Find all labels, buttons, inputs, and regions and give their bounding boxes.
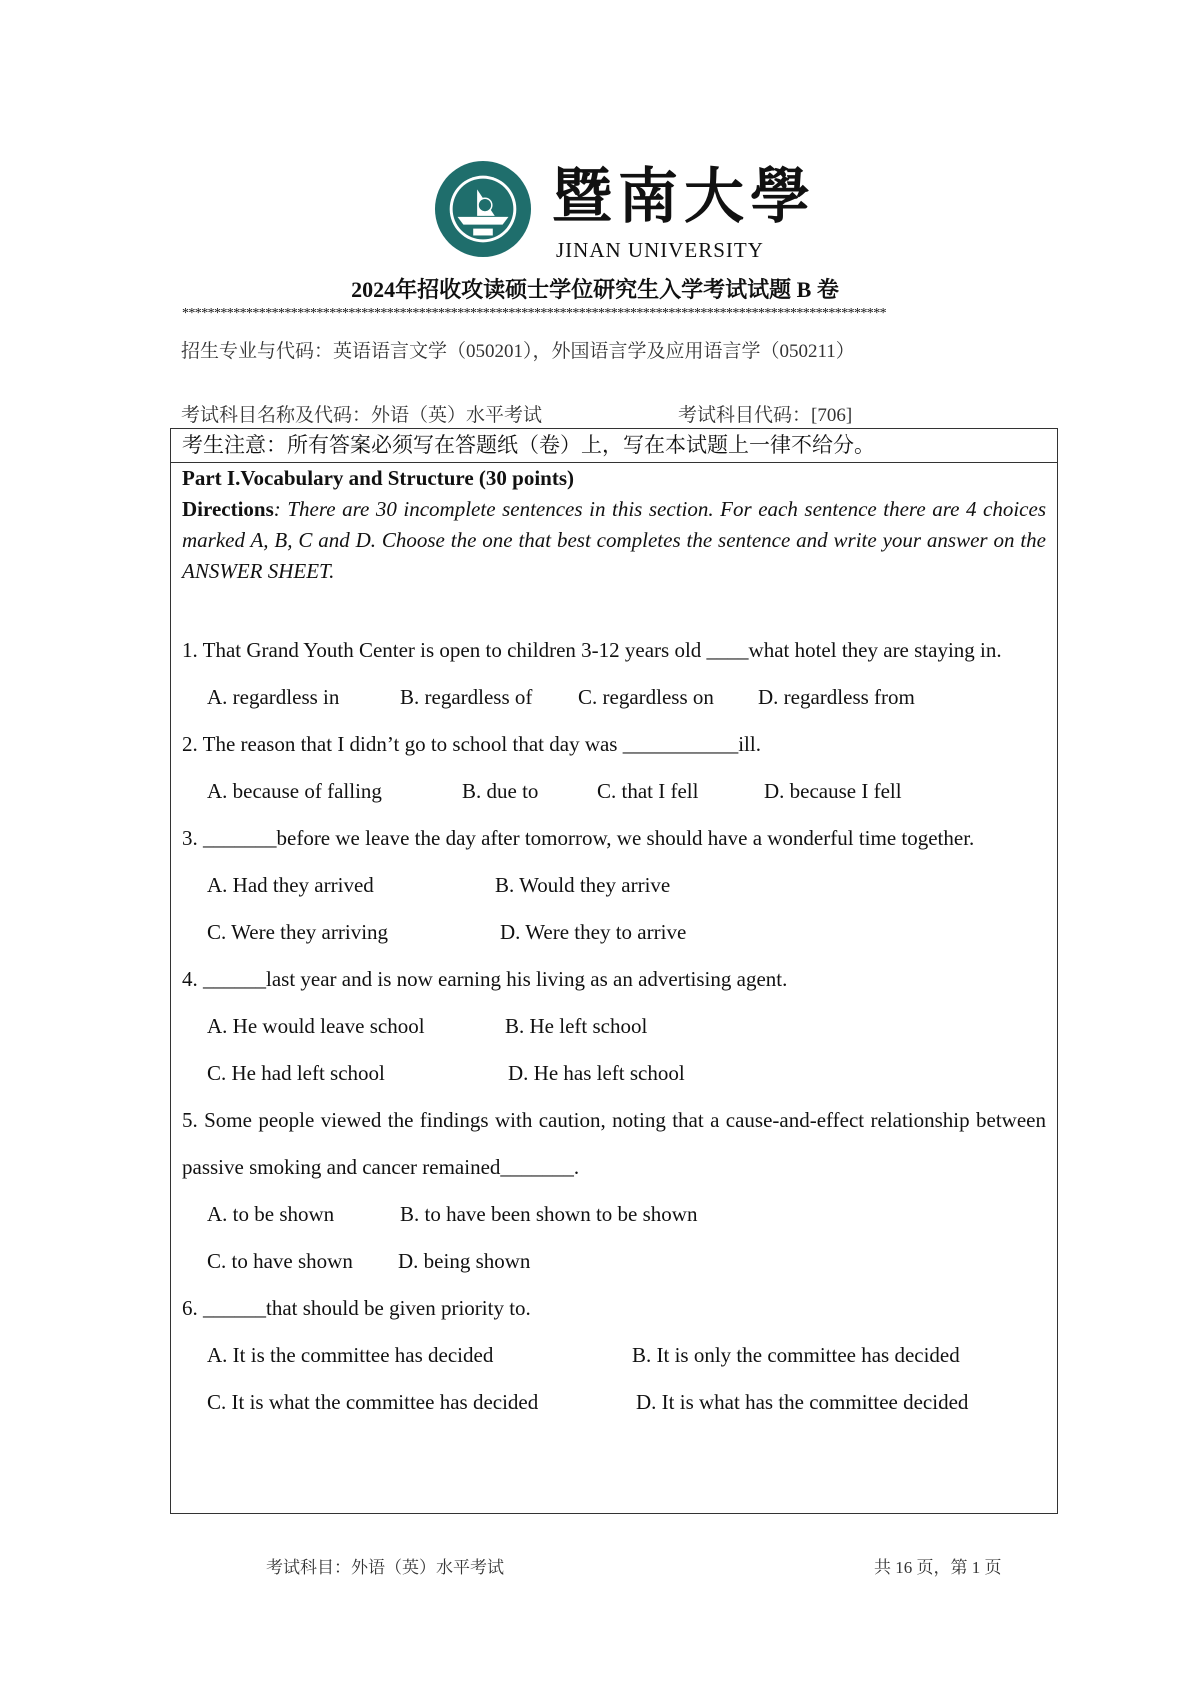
question-stem: 3. _______before we leave the day after tomorrow, we should have a wonderful time together. xyxy=(182,826,975,850)
directions-label: Directions xyxy=(182,497,274,521)
option-b: B. He left school xyxy=(505,1014,648,1038)
logo-chinese-name: 暨南大學 xyxy=(552,162,816,232)
option-c: C. regardless on xyxy=(578,685,714,709)
option-a: A. Had they arrived xyxy=(207,873,374,897)
directions-text: : There are 30 incomplete sentences in this section. For each sentence there are 4 choices marked A, B, C and D. Choose the one that best completes the sentence and write your answer on the ANSWER SHEET. xyxy=(182,497,1046,583)
exam-content-box xyxy=(170,428,1058,1514)
question-stem: 1. That Grand Youth Center is open to children 3-12 years old ____what hotel they are staying in. xyxy=(182,638,1002,662)
option-b: B. to have been shown to be shown xyxy=(400,1202,698,1226)
question-options xyxy=(182,1379,1046,1426)
subject-code: 考试科目代码：[706] xyxy=(678,405,853,426)
option-c: C. He had left school xyxy=(207,1061,385,1085)
question-options xyxy=(182,1332,1046,1379)
question-options xyxy=(182,1003,1046,1050)
university-emblem-logo xyxy=(434,160,532,258)
option-a: A. It is the committee has decided xyxy=(207,1343,494,1367)
option-c: C. that I fell xyxy=(597,779,699,803)
part-title: Part I.Vocabulary and Structure (30 points) xyxy=(182,466,575,490)
footer-page-number: 共 16 页，第 1 页 xyxy=(874,1558,1002,1577)
question-options xyxy=(182,768,1046,815)
question-options xyxy=(182,674,1046,721)
question-options xyxy=(182,909,1046,956)
logo-english-name: JINAN UNIVERSITY xyxy=(556,238,764,262)
option-a: A. because of falling xyxy=(207,779,382,803)
option-c: C. It is what the committee has decided xyxy=(207,1390,539,1414)
option-a: A. to be shown xyxy=(207,1202,335,1226)
option-b: B. regardless of xyxy=(400,685,533,709)
option-c: C. to have shown xyxy=(207,1249,353,1273)
option-d: D. because I fell xyxy=(764,779,902,803)
major-and-code: 招生专业与代码：英语语言文学（050201），外国语言学及应用语言学（050211） xyxy=(181,341,855,362)
question-options xyxy=(182,1238,1046,1285)
option-d: D. He has left school xyxy=(508,1061,685,1085)
question-stem: 4. ______last year and is now earning his living as an advertising agent. xyxy=(182,967,788,991)
option-d: D. It is what has the committee decided xyxy=(636,1390,969,1414)
question-stem: 5. Some people viewed the findings with caution, noting that a cause-and-effect relationship between passive smoking and cancer remained_______. xyxy=(182,1108,1046,1179)
option-d: D. regardless from xyxy=(758,685,915,709)
footer-subject: 考试科目：外语（英）水平考试 xyxy=(266,1558,504,1577)
option-d: D. being shown xyxy=(398,1249,531,1273)
question-options xyxy=(182,1050,1046,1097)
candidate-notice: 考生注意：所有答案必须写在答题纸（卷）上，写在本试题上一律不给分。 xyxy=(171,429,1057,463)
exam-title: 2024年招收攻读硕士学位研究生入学考试试题 B 卷 xyxy=(351,277,839,302)
directions xyxy=(182,494,1046,587)
separator-stars: ************************************************************************************************************** xyxy=(182,306,887,321)
question-stem: 2. The reason that I didn’t go to school that day was ___________ill. xyxy=(182,732,761,756)
option-b: B. due to xyxy=(462,779,539,803)
question-stem: 6. ______that should be given priority to. xyxy=(182,1296,531,1320)
option-a: A. He would leave school xyxy=(207,1014,425,1038)
option-a: A. regardless in xyxy=(207,685,340,709)
option-c: C. Were they arriving xyxy=(207,920,389,944)
option-b: B. Would they arrive xyxy=(495,873,671,897)
question-options xyxy=(182,862,1046,909)
question-options xyxy=(182,1191,1046,1238)
option-b: B. It is only the committee has decided xyxy=(632,1343,960,1367)
subject-name: 考试科目名称及代码：外语（英）水平考试 xyxy=(181,405,543,426)
option-d: D. Were they to arrive xyxy=(500,920,687,944)
